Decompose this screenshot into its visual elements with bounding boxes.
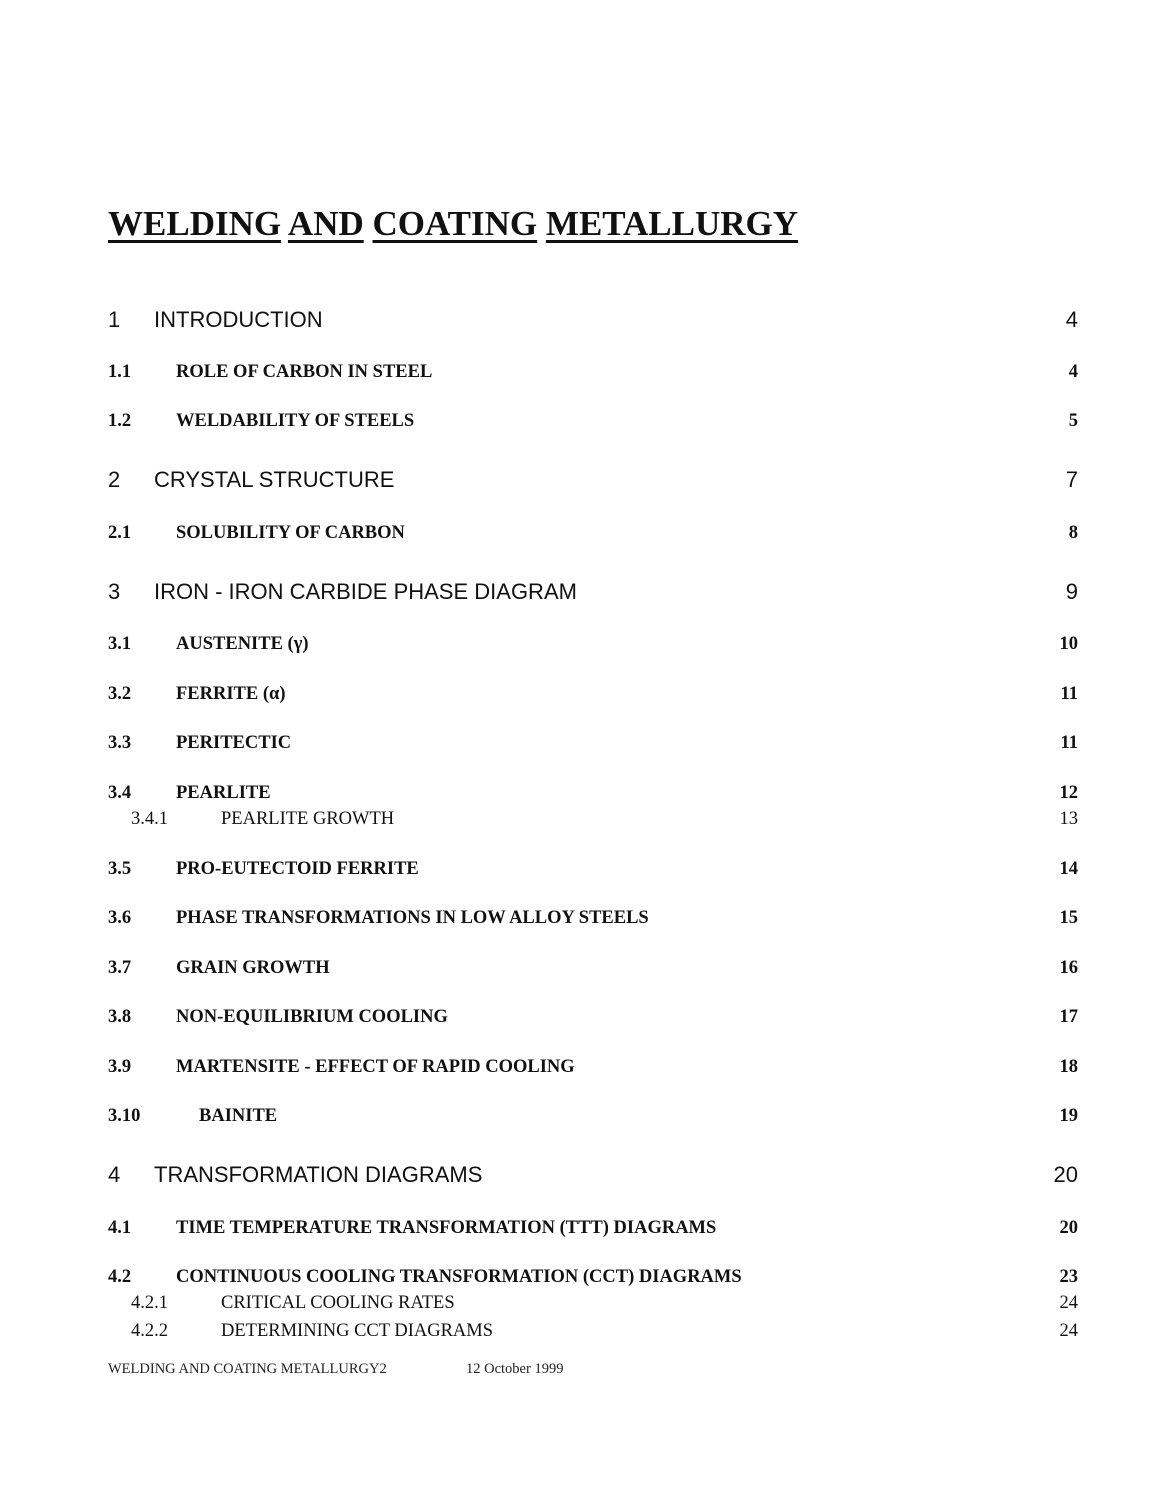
toc-page-number: 15: [1059, 908, 1078, 928]
toc-page-number: 7: [1065, 467, 1078, 492]
toc-entry-section[interactable]: [108, 1105, 1078, 1127]
toc-page-number: 20: [1053, 1162, 1078, 1187]
footer-date: 12 October 1999: [466, 1361, 564, 1377]
toc-entry-section[interactable]: [108, 683, 1078, 705]
toc-label: PHASE TRANSFORMATIONS IN LOW ALLOY STEELS: [176, 908, 649, 928]
toc-number: 4.2.1: [131, 1293, 168, 1313]
toc-page-number: 16: [1059, 958, 1078, 978]
toc-number: 3: [108, 579, 121, 604]
toc-label: SOLUBILITY OF CARBON: [176, 523, 405, 543]
toc-label: PRO-EUTECTOID FERRITE: [176, 859, 419, 879]
toc-entry-section[interactable]: [108, 858, 1078, 880]
toc-number: 3.4.1: [131, 809, 168, 829]
toc-label: GRAIN GROWTH: [176, 958, 330, 978]
toc-label: INTRODUCTION: [154, 307, 323, 332]
toc-page-number: 20: [1059, 1218, 1078, 1238]
toc-page-number: 4: [1068, 362, 1078, 382]
footer-document-title: WELDING AND COATING METALLURGY2: [108, 1361, 387, 1377]
toc-label: WELDABILITY OF STEELS: [176, 411, 415, 431]
toc-label: TRANSFORMATION DIAGRAMS: [154, 1162, 483, 1187]
toc-entry-section[interactable]: [108, 633, 1078, 655]
toc-number: 3.1: [108, 634, 132, 654]
toc-entry-section[interactable]: [108, 1056, 1078, 1078]
toc-label: ROLE OF CARBON IN STEEL: [176, 362, 433, 382]
toc-entry-section[interactable]: [108, 1266, 1078, 1288]
toc-page-number: 13: [1059, 809, 1078, 829]
toc-entry-section[interactable]: [108, 410, 1078, 432]
toc-entry-subsection[interactable]: [108, 808, 1078, 830]
title-word: AND: [287, 204, 364, 243]
toc-page-number: 8: [1068, 523, 1078, 543]
toc-number: 4.1: [108, 1218, 132, 1238]
toc-entry-subsection[interactable]: [108, 1292, 1078, 1314]
toc-page-number: 14: [1059, 859, 1078, 879]
toc-number: 3.6: [108, 908, 132, 928]
toc-label: CONTINUOUS COOLING TRANSFORMATION (CCT) DIAGRAMS: [176, 1267, 742, 1287]
toc-number: 4: [108, 1162, 121, 1187]
toc-page-number: 9: [1065, 579, 1078, 604]
toc-label: MARTENSITE - EFFECT OF RAPID COOLING: [176, 1057, 575, 1077]
toc-entry-chapter[interactable]: [108, 579, 1078, 605]
toc-page-number: 12: [1059, 783, 1078, 803]
toc-entry-chapter[interactable]: [108, 307, 1078, 333]
toc-entry-section[interactable]: [108, 522, 1078, 544]
title-word: METALLURGY: [545, 204, 799, 243]
toc-page-number: 11: [1060, 733, 1078, 753]
toc-number: 4.2.2: [131, 1321, 168, 1341]
toc-entry-subsection[interactable]: [108, 1320, 1078, 1342]
toc-number: 3.9: [108, 1057, 132, 1077]
title-word: WELDING: [108, 204, 282, 243]
toc-number: 1.1: [108, 362, 132, 382]
toc-number: 2.1: [108, 523, 132, 543]
toc-page-number: 11: [1060, 684, 1078, 704]
toc-entry-section[interactable]: [108, 361, 1078, 383]
toc-page-number: 24: [1059, 1293, 1078, 1313]
toc-entry-section[interactable]: [108, 782, 1078, 804]
toc-label: DETERMINING CCT DIAGRAMS: [221, 1321, 494, 1341]
toc-number: 4.2: [108, 1267, 132, 1287]
toc-number: 3.5: [108, 859, 132, 879]
toc-page-number: 5: [1068, 411, 1078, 431]
toc-entry-section[interactable]: [108, 907, 1078, 929]
toc-page-number: 23: [1059, 1267, 1078, 1287]
toc-entry-section[interactable]: [108, 1006, 1078, 1028]
toc-number: 1: [108, 307, 121, 332]
toc-label: CRITICAL COOLING RATES: [221, 1293, 455, 1313]
toc-label: NON-EQUILIBRIUM COOLING: [176, 1007, 448, 1027]
toc-label: IRON - IRON CARBIDE PHASE DIAGRAM: [154, 579, 577, 604]
toc-label: PEARLITE GROWTH: [221, 809, 395, 829]
toc-number: 2: [108, 467, 121, 492]
title-word: COATING: [372, 204, 538, 243]
toc-number: 1.2: [108, 411, 132, 431]
toc-label: CRYSTAL STRUCTURE: [154, 467, 395, 492]
toc-page-number: 17: [1059, 1007, 1078, 1027]
toc-page-number: 19: [1059, 1106, 1078, 1126]
toc-entry-section[interactable]: [108, 732, 1078, 754]
toc-number: 3.3: [108, 733, 132, 753]
toc-entry-section[interactable]: [108, 957, 1078, 979]
toc-entry-chapter[interactable]: [108, 467, 1078, 493]
toc-label: PEARLITE: [176, 783, 271, 803]
toc-number: 3.4: [108, 783, 132, 803]
toc-page-number: 10: [1059, 634, 1078, 654]
toc-label: TIME TEMPERATURE TRANSFORMATION (TTT) DIAGRAMS: [176, 1218, 717, 1238]
toc-page-number: 24: [1059, 1321, 1078, 1341]
toc-label: AUSTENITE (γ): [176, 634, 309, 654]
document-title: [108, 200, 798, 248]
toc-number: 3.10: [108, 1106, 141, 1126]
toc-entry-chapter[interactable]: [108, 1162, 1078, 1188]
toc-label: PERITECTIC: [176, 733, 292, 753]
toc-number: 3.7: [108, 958, 132, 978]
toc-page-number: 4: [1065, 307, 1078, 332]
toc-number: 3.2: [108, 684, 132, 704]
toc-label: FERRITE (α): [176, 684, 286, 704]
toc-number: 3.8: [108, 1007, 132, 1027]
toc-entry-section[interactable]: [108, 1217, 1078, 1239]
toc-page-number: 18: [1059, 1057, 1078, 1077]
toc-label: BAINITE: [199, 1106, 278, 1126]
